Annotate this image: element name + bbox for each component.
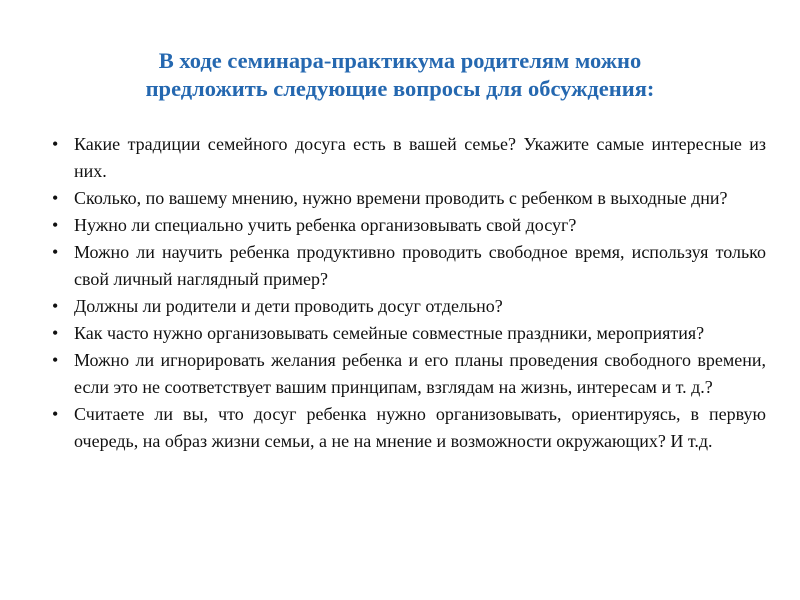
question-item	[48, 212, 766, 239]
question-item	[48, 239, 766, 293]
bullet-icon: •	[52, 404, 59, 424]
bullet-icon: •	[52, 215, 59, 235]
question-list	[48, 131, 766, 455]
bullet-icon: •	[52, 134, 59, 154]
question-text: Сколько, по вашему мнению, нужно времени проводить с ребенком в выходные дни?	[74, 188, 728, 208]
bullet-icon: •	[52, 242, 59, 262]
question-item	[48, 347, 766, 401]
slide-title-line-2: предложить следующие вопросы для обсуждения:	[145, 76, 655, 101]
question-text: Нужно ли специально учить ребенка организовывать свой досуг?	[74, 215, 577, 235]
question-text: Можно ли игнорировать желания ребенка и его планы проведения свободного времени, если это не соответствует вашим принципам, взглядам на жизнь, интересам и т. д.?	[74, 350, 766, 397]
question-text: Можно ли научить ребенка продуктивно проводить свободное время, используя только свой личный наглядный пример?	[74, 242, 766, 289]
slide-title-line-1: В ходе семинара-практикума родителям можно	[158, 48, 642, 73]
bullet-icon: •	[52, 188, 59, 208]
question-item	[48, 185, 766, 212]
bullet-icon: •	[52, 323, 59, 343]
question-text: Как часто нужно организовывать семейные совместные праздники, мероприятия?	[74, 323, 705, 343]
question-text: Считаете ли вы, что досуг ребенка нужно организовывать, ориентируясь, в первую очередь, на образ жизни семьи, а не на мнение и возможности окружающих? И т.д.	[74, 404, 766, 451]
question-item	[48, 320, 766, 347]
bullet-icon: •	[52, 350, 59, 370]
question-item	[48, 293, 766, 320]
slide-title	[60, 47, 740, 103]
question-item	[48, 131, 766, 185]
question-text: Какие традиции семейного досуга есть в вашей семье? Укажите самые интересные из них.	[74, 134, 766, 181]
bullet-icon: •	[52, 296, 59, 316]
question-item	[48, 401, 766, 455]
question-text: Должны ли родители и дети проводить досуг отдельно?	[74, 296, 503, 316]
